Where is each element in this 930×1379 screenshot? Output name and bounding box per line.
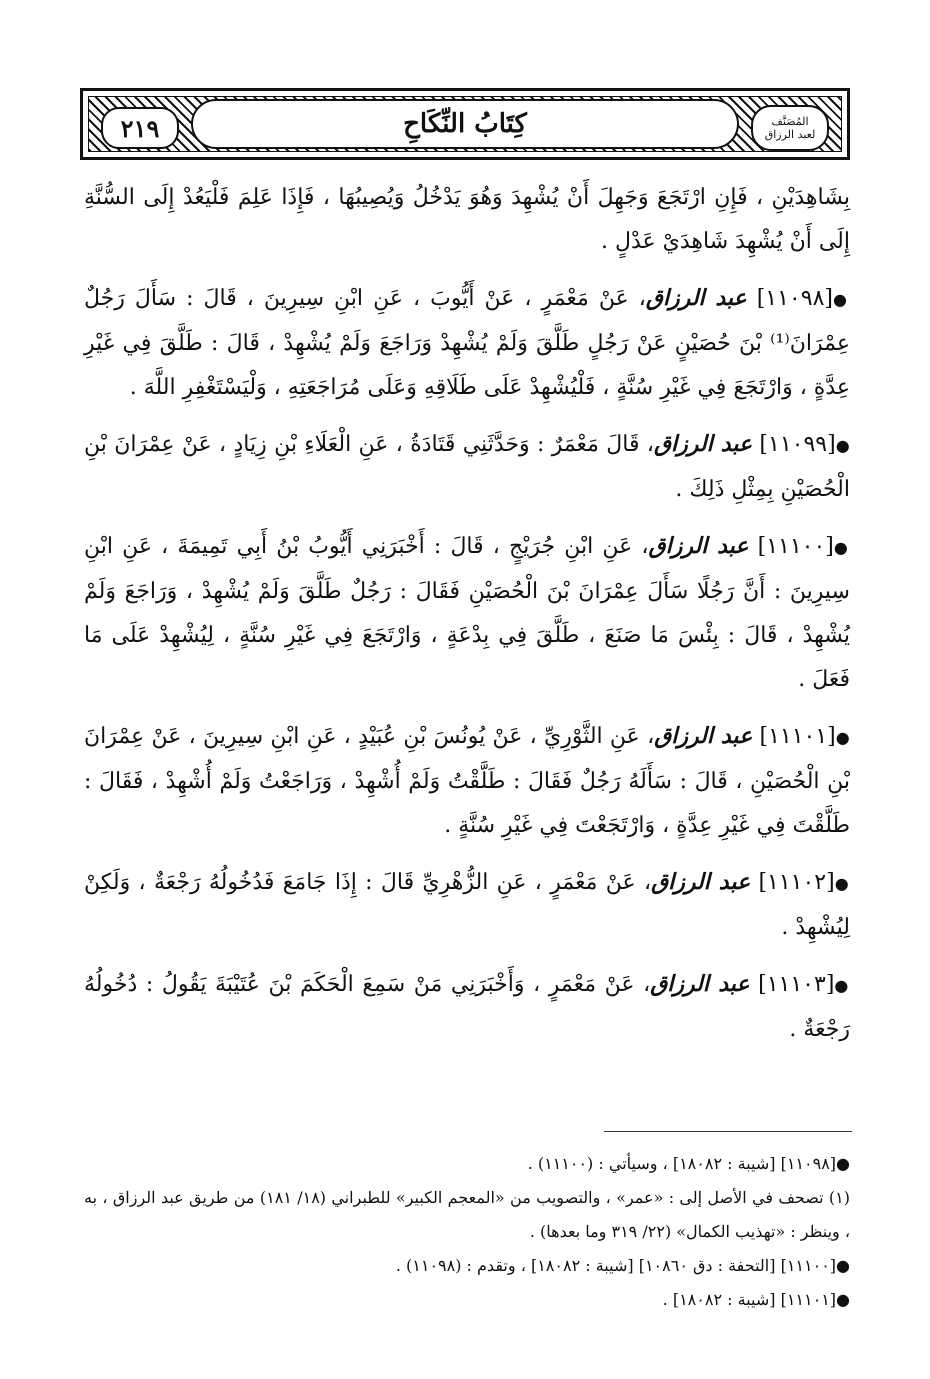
bullet-icon: ● (836, 1256, 850, 1275)
hadith-11101 (84, 714, 850, 848)
footnote-11100: ●[١١١٠٠] [التحفة : دق ١٠٨٦٠] [شيبة : ١٨٠٨٢] ، وتقدم : (١١٠٩٨) . (395, 1256, 850, 1275)
bullet-icon: ● (835, 436, 851, 455)
hadith-text: ، قَالَ مَعْمَرٌ : وَحَدَّثَنِي قَتَادَةُ ، عَنِ الْعَلَاءِ بْنِ زِيَادٍ ، عَنْ عِمْرَانَ بْنِ الْحُصَيْنِ بِمِثْلِ ذَلِكَ . (84, 432, 850, 502)
narrator-name: عبد الرزاق (650, 971, 750, 997)
footnote-1: (١) تصحف في الأصل إلى : «عمر» ، والتصويب من «المعجم الكبير» للطبراني (١٨/ ١٨١) من طريق عبد الرزاق ، به ، وينظر : «تهذيب الكمال» (٢٢/ ٣١٩ وما بعدها) . (84, 1188, 851, 1241)
bullet-icon: ● (835, 728, 851, 747)
hadith-text: ، عَنْ مَعْمَرٍ ، وَأَخْبَرَنِي مَنْ سَمِعَ الْحَكَمَ بْنَ عُتَيْبَةَ يَقُولُ : دُخُولُهُ رَجْعَةٌ . (84, 972, 850, 1042)
footnote-11101: ●[١١١٠١] [شيبة : ١٨٠٨٢] . (662, 1290, 850, 1309)
narrator-name: عبد الرزاق (645, 285, 747, 311)
hadith-number: [١١١٠١] (759, 724, 836, 749)
narrator-name: عبد الرزاق (648, 533, 749, 559)
hadith-text: ، عَنِ ابْنِ جُرَيْجٍ ، قَالَ : أَخْبَرَنِي أَيُّوبُ بْنُ أَبِي تَمِيمَةَ ، عَنِ ابْنِ سِيرِينَ : أَنَّ رَجُلًا سَأَلَ عِمْرَانَ بْنَ الْحُصَيْنِ فَقَالَ : رَجُلٌ طَلَّقَ وَلَمْ يُشْهِدْ ، وَرَاجَعَ وَلَمْ يُشْهِدْ ، قَالَ : بِئْسَ مَا صَنَعَ ، طَلَّقَ فِي بِدْعَةٍ ، وَارْتَجَعَ فِي غَيْرِ سُنَّةٍ ، لِيُشْهِدْ عَلَى مَا فَعَلَ . (84, 534, 850, 692)
hadith-number: [١١٠٩٩] (759, 432, 836, 457)
hadith-11103 (84, 962, 850, 1052)
footnote-separator (604, 1131, 852, 1132)
bullet-icon: ● (834, 874, 850, 893)
hadith-number: [١١١٠٢] (758, 870, 835, 895)
hadith-text: ، عَنْ مَعْمَرٍ ، عَنِ الزُّهْرِيِّ قَالَ : إِذَا جَامَعَ فَدُخُولُهُ رَجْعَةٌ ، وَلَكِنْ لِيُشْهِدْ . (84, 870, 850, 940)
bullet-icon: ● (832, 290, 850, 309)
narrator-name: عبد الرزاق (654, 723, 753, 749)
footnotes (84, 1147, 850, 1317)
narrator-name: عبد الرزاق (651, 869, 751, 895)
hadith-number: [١١١٠٠] (757, 534, 834, 559)
footnote-11098: ●[١١٠٩٨] [شيبة : ١٨٠٨٢] ، وسيأتي : (١١١٠٠) . (527, 1154, 850, 1173)
hadith-number: [١١١٠٣] (758, 972, 835, 997)
hadith-11098 (84, 276, 850, 410)
header-ornament-border (88, 96, 842, 152)
logo-line-1: المُصَنَّف (771, 115, 809, 128)
hadith-text: ، عَنِ الثَّوْرِيِّ ، عَنْ يُونُسَ بْنِ عُبَيْدٍ ، عَنِ ابْنِ سِيرِينَ ، عَنْ عِمْرَانَ بْنِ الْحُصَيْنِ ، قَالَ : سَأَلَهُ رَجُلٌ فَقَالَ : طَلَّقْتُ وَلَمْ أُشْهِدْ ، وَرَاجَعْتُ وَلَمْ أُشْهِدْ ، فَقَالَ : طَلَّقْتَ فِي غَيْرِ عِدَّةٍ ، وَارْتَجَعْتَ فِي غَيْرِ سُنَّةٍ . (84, 724, 850, 838)
page-header (80, 88, 850, 160)
bullet-icon: ● (833, 538, 851, 557)
bullet-icon: ● (836, 1154, 850, 1173)
hadith-11099 (84, 422, 850, 512)
continuation-paragraph: بِشَاهِدَيْنِ ، فَإِنِ ارْتَجَعَ وَجَهِلَ أَنْ يُشْهِدَ وَهُوَ يَدْخُلُ وَيُصِيبُهَا ، فَإِذَا عَلِمَ فَلْيَعُدْ إِلَى السُّنَّةِ إِلَى أَنْ يُشْهِدَ شَاهِدَيْ عَدْلٍ . (84, 185, 850, 254)
main-text (84, 176, 850, 1064)
hadith-text: ، عَنْ مَعْمَرٍ ، عَنْ أَيُّوبَ ، عَنِ ابْنِ سِيرِينَ ، قَالَ : سَأَلَ رَجُلٌ عِمْرَانَ⁽¹⁾ بْنَ حُصَيْنٍ عَنْ رَجُلٍ طَلَّقَ وَلَمْ يُشْهِدْ وَرَاجَعَ وَلَمْ يُشْهِدْ ، قَالَ : طَلَّقَ فِي غَيْرِ عِدَّةٍ ، وَارْتَجَعَ فِي غَيْرِ سُنَّةٍ ، فَلْيُشْهِدْ عَلَى طَلَاقِهِ وَعَلَى مُرَاجَعَتِهِ ، وَلْيَسْتَغْفِرِ اللَّهَ . (84, 286, 850, 400)
hadith-11100 (84, 524, 850, 702)
logo-line-2: لعبد الرزاق (764, 128, 816, 141)
hadith-number: [١١٠٩٨] (756, 286, 833, 311)
page-number: ٢١٩ (101, 107, 179, 149)
bullet-icon: ● (836, 1290, 850, 1309)
narrator-name: عبد الرزاق (653, 431, 753, 457)
bullet-icon: ● (834, 976, 850, 995)
book-logo (751, 105, 829, 151)
hadith-11102 (84, 860, 850, 950)
chapter-title: كِتَابُ النِّكَاحِ (191, 99, 739, 149)
